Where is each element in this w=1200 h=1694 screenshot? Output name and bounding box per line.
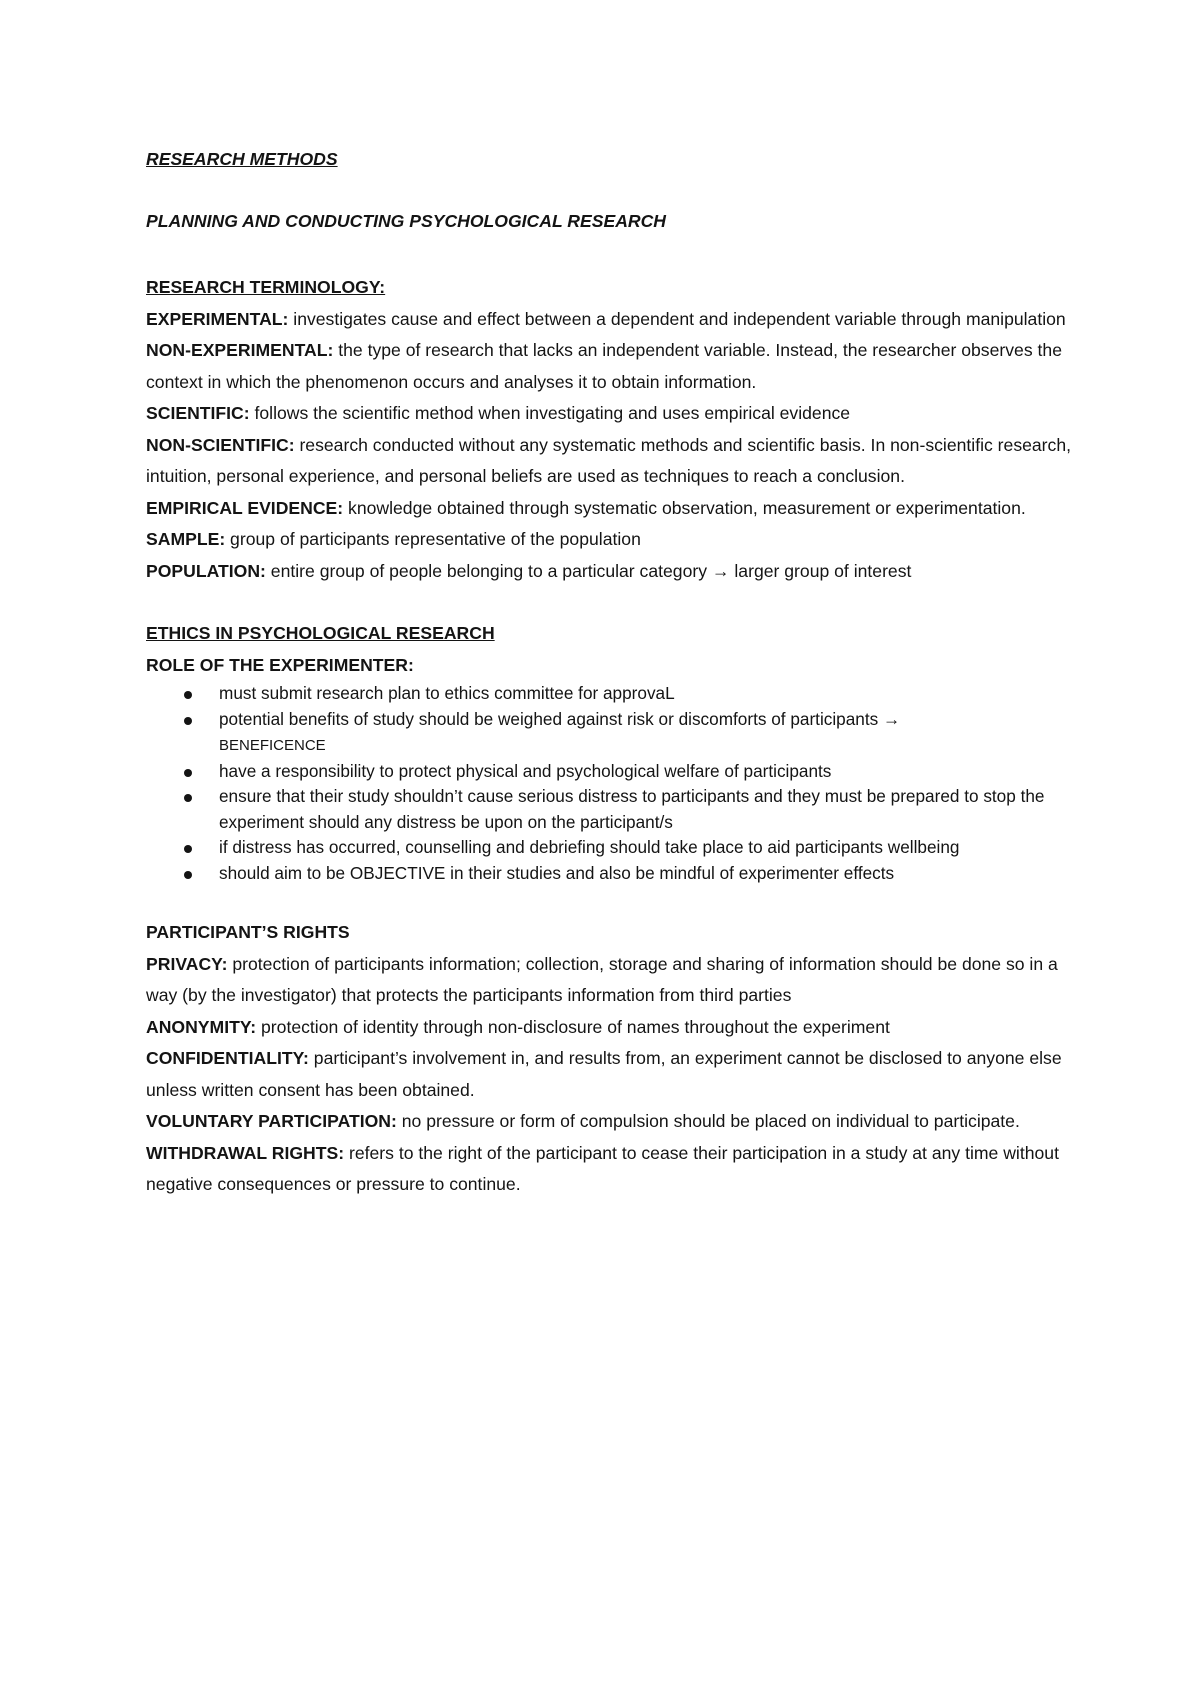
bullet-icon: [184, 691, 192, 699]
term-definition: no pressure or form of compulsion should be placed on individual to participate.: [396, 1111, 1020, 1131]
list-item-text: potential benefits of study should be weighed against risk or discomforts of participants →: [219, 708, 901, 729]
term-definition: refers to the right of the participant to cease their participation in a study at any time without negative consequences or pressure to continue.: [146, 1142, 1059, 1194]
right-confidentiality: [146, 1043, 1086, 1106]
term-non-scientific: [146, 430, 1086, 493]
term-label: NON-SCIENTIFIC:: [146, 434, 295, 455]
ethics-heading: ETHICS IN PSYCHOLOGICAL RESEARCH: [146, 623, 495, 643]
list-item: [146, 784, 1086, 835]
term-label: WITHDRAWAL RIGHTS:: [146, 1142, 345, 1163]
term-empirical-evidence: [146, 493, 1086, 525]
term-label: SAMPLE:: [146, 529, 226, 549]
term-definition: participant’s involvement in, and results from, an experiment cannot be disclosed to anyone else unless written consent has been obtained.: [146, 1048, 1062, 1100]
term-label: VOLUNTARY PARTICIPATION:: [146, 1111, 397, 1131]
right-privacy: [146, 949, 1086, 1012]
document-subtitle: PLANNING AND CONDUCTING PSYCHOLOGICAL RESEARCH: [146, 211, 667, 231]
list-item-text: if distress has occurred, counselling and debriefing should take place to aid participants wellbeing: [219, 837, 960, 857]
term-label: NON-EXPERIMENTAL:: [146, 340, 334, 360]
document-body: [146, 148, 1086, 1201]
term-label: ANONYMITY:: [146, 1016, 257, 1037]
right-withdrawal: [146, 1138, 1086, 1201]
term-definition: knowledge obtained through systematic observation, measurement or experimentation.: [343, 497, 1026, 518]
list-item: [146, 681, 1086, 707]
participant-rights-heading: PARTICIPANT’S RIGHTS: [146, 922, 350, 942]
list-item-text: should aim to be OBJECTIVE in their studies and also be mindful of experimenter effects: [219, 862, 895, 883]
term-definition: the type of research that lacks an independent variable. Instead, the researcher observes the context in which the phenomenon occurs and analyses it to obtain information.: [146, 340, 1062, 392]
list-item: [146, 707, 1086, 759]
role-of-experimenter-heading: ROLE OF THE EXPERIMENTER:: [146, 654, 414, 675]
term-label: PRIVACY:: [146, 953, 228, 974]
term-label: CONFIDENTIALITY:: [146, 1048, 309, 1068]
term-definition: protection of identity through non-disclosure of names throughout the experiment: [256, 1016, 890, 1037]
term-label: SCIENTIFIC:: [146, 403, 250, 423]
term-sample: [146, 524, 1086, 556]
term-label: POPULATION:: [146, 560, 266, 581]
term-definition: group of participants representative of the population: [225, 529, 641, 549]
right-anonymity: [146, 1012, 1086, 1044]
bullet-icon: [184, 717, 192, 725]
term-non-experimental: [146, 335, 1086, 398]
term-definition: follows the scientific method when investigating and uses empirical evidence: [249, 403, 851, 423]
term-definition: investigates cause and effect between a dependent and independent variable through manipulation: [288, 308, 1066, 329]
bullet-icon: [184, 845, 192, 853]
term-definition: research conducted without any systematic methods and scientific basis. In non-scientific research, intuition, personal experience, and personal beliefs are used as techniques to reach a conclusion.: [146, 434, 1072, 486]
list-item-text: have a responsibility to protect physical and psychological welfare of participants: [219, 760, 832, 781]
bullet-icon: [184, 769, 192, 777]
term-label: EMPIRICAL EVIDENCE:: [146, 497, 344, 518]
list-item: [146, 835, 1086, 861]
term-population: [146, 556, 1086, 588]
bullet-icon: [184, 871, 192, 879]
experimenter-role-list: [146, 681, 1086, 886]
list-item: [146, 759, 1086, 785]
term-definition: protection of participants information; collection, storage and sharing of information should be done so in a way (by the investigator) that protects the participants information from third parties: [146, 953, 1058, 1005]
bullet-icon: [184, 794, 192, 802]
document-title: RESEARCH METHODS: [146, 149, 338, 169]
participant-rights-section: [146, 917, 1086, 1201]
list-item-text: ensure that their study shouldn’t cause serious distress to participants and they must be prepared to stop the experiment should any distress be upon on the participant/s: [219, 786, 1045, 832]
term-experimental: [146, 304, 1086, 336]
right-voluntary-participation: [146, 1106, 1086, 1138]
terminology-heading: RESEARCH TERMINOLOGY:: [146, 277, 386, 297]
term-definition: entire group of people belonging to a particular category → larger group of interest: [265, 560, 912, 581]
list-item: [146, 861, 1086, 887]
term-label: EXPERIMENTAL:: [146, 308, 289, 329]
term-scientific: [146, 398, 1086, 430]
beneficence-label: BENEFICENCE: [219, 737, 326, 754]
list-item-text: must submit research plan to ethics committee for approvaL: [219, 683, 675, 703]
